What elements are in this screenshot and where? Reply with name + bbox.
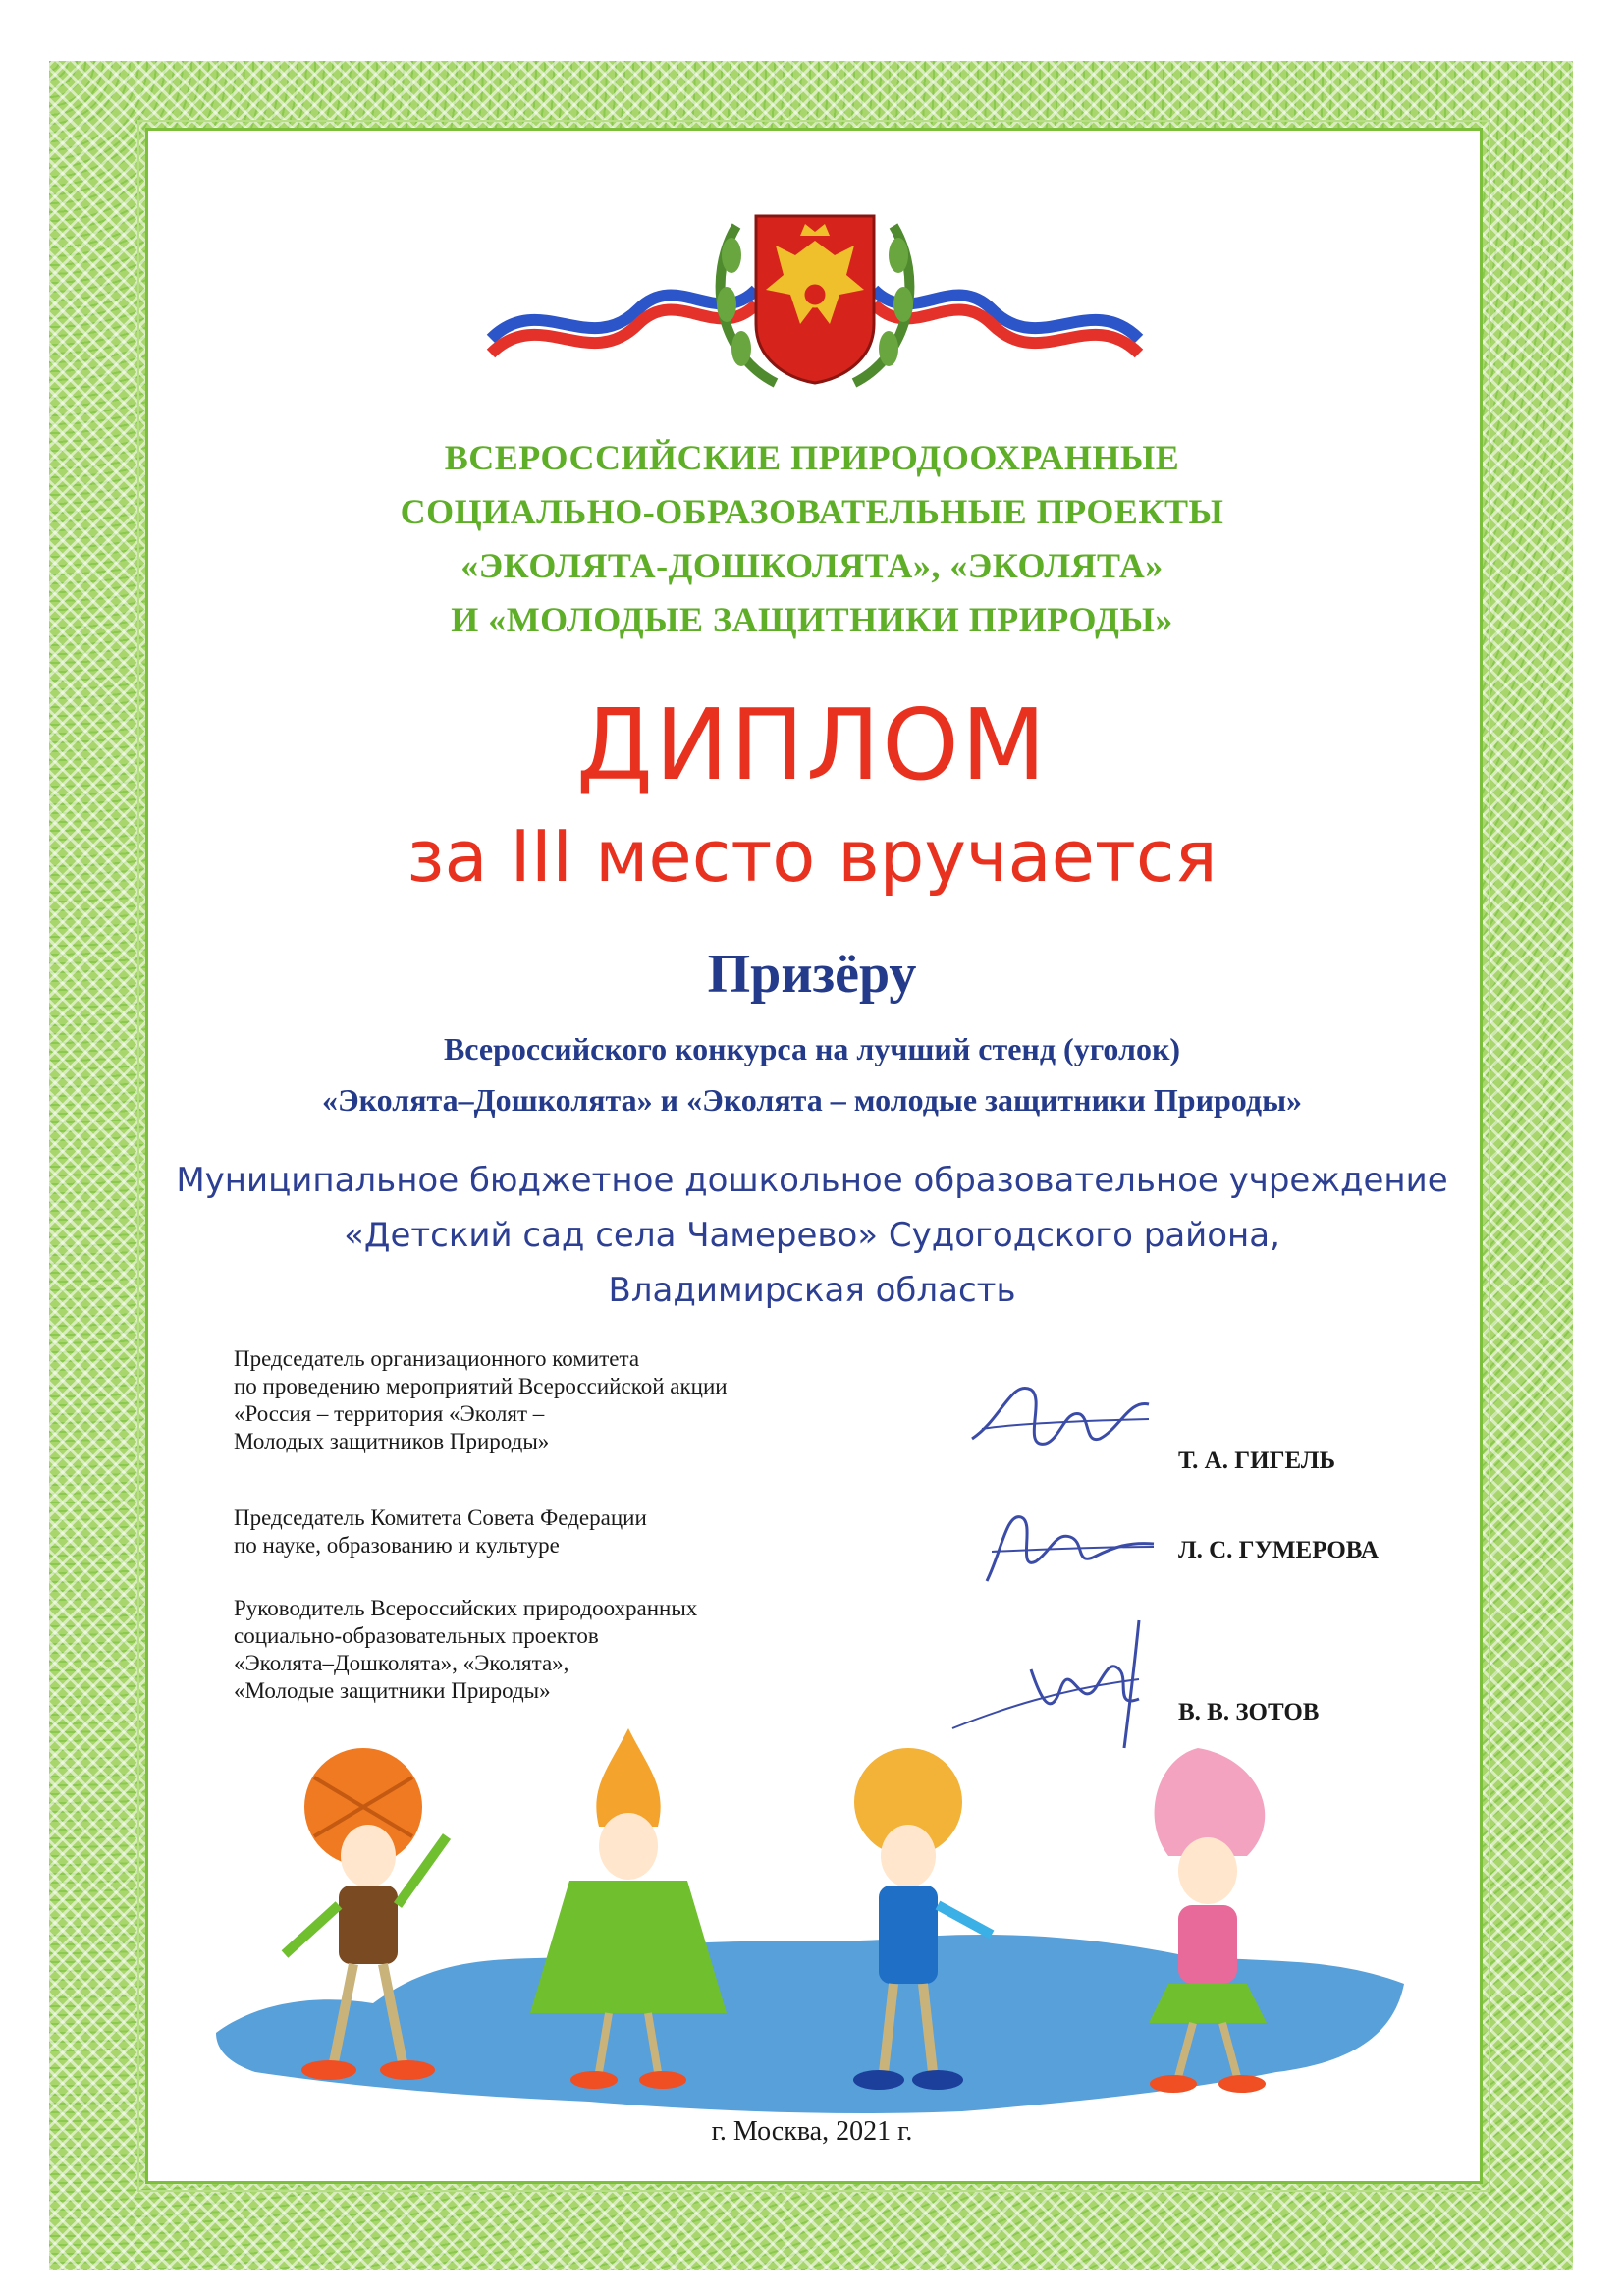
diploma-title: ДИПЛОМ: [575, 687, 1049, 802]
signatory-3-name: В. В. ЗОТОВ: [1178, 1699, 1320, 1725]
header-line-4: И «МОЛОДЫЕ ЗАЩИТНИКИ ПРИРОДЫ»: [451, 600, 1173, 639]
prize-winner-label: Призёру: [707, 944, 917, 1005]
signatory-1-line: Председатель организационного комитета: [234, 1346, 640, 1371]
organization-line-3: Владимирская область: [608, 1271, 1016, 1310]
organization-line-2: «Детский сад села Чамерево» Судогодского района,: [344, 1216, 1280, 1255]
signatory-1-name: Т. А. ГИГЕЛЬ: [1178, 1448, 1335, 1474]
header-line-2: СОЦИАЛЬНО-ОБРАЗОВАТЕЛЬНЫЕ ПРОЕКТЫ: [400, 492, 1224, 531]
organization-line-1: Муниципальное бюджетное дошкольное образовательное учреждение: [176, 1161, 1448, 1200]
signatory-3-title: [234, 1595, 697, 1705]
signatory-3-line: «Молодые защитники Природы»: [234, 1678, 551, 1703]
place-subtitle: за III место вручается: [406, 815, 1218, 898]
signature-2: [967, 1493, 1164, 1601]
place-and-year: г. Москва, 2021 г.: [711, 2116, 913, 2147]
header-line-1: ВСЕРОССИЙСКИЕ ПРИРОДООХРАННЫЕ: [444, 438, 1180, 477]
signatory-1-title: [234, 1345, 728, 1455]
signatory-2-name: Л. С. ГУМЕРОВА: [1178, 1537, 1379, 1563]
signature-1: [952, 1360, 1168, 1478]
signatory-1-line: по проведению мероприятий Всероссийской акции: [234, 1374, 728, 1398]
signatory-3-line: «Эколята–Дошколята», «Эколята»,: [234, 1651, 569, 1675]
contest-line-2: «Эколята–Дошколята» и «Эколята – молодые защитники Природы»: [321, 1082, 1303, 1118]
eco-mascots-illustration: [196, 1709, 1434, 2121]
signatory-2-line: по науке, образованию и культуре: [234, 1533, 560, 1558]
signatory-3-line: Руководитель Всероссийских природоохранных: [234, 1596, 698, 1620]
signatory-2-line: Председатель Комитета Совета Федерации: [234, 1505, 647, 1530]
header-line-3: «ЭКОЛЯТА-ДОШКОЛЯТА», «ЭКОЛЯТА»: [460, 546, 1164, 585]
signatory-3-line: социально-образовательных проектов: [234, 1623, 599, 1648]
signatory-1-line: Молодых защитников Природы»: [234, 1429, 550, 1453]
signatory-1-line: «Россия – территория «Эколят –: [234, 1401, 545, 1426]
contest-line-1: Всероссийского конкурса на лучший стенд (уголок): [443, 1031, 1181, 1066]
signatory-2-title: [234, 1504, 647, 1559]
coat-of-arms-emblem: [481, 196, 1149, 393]
russian-coat-of-arms-icon: [756, 216, 874, 383]
